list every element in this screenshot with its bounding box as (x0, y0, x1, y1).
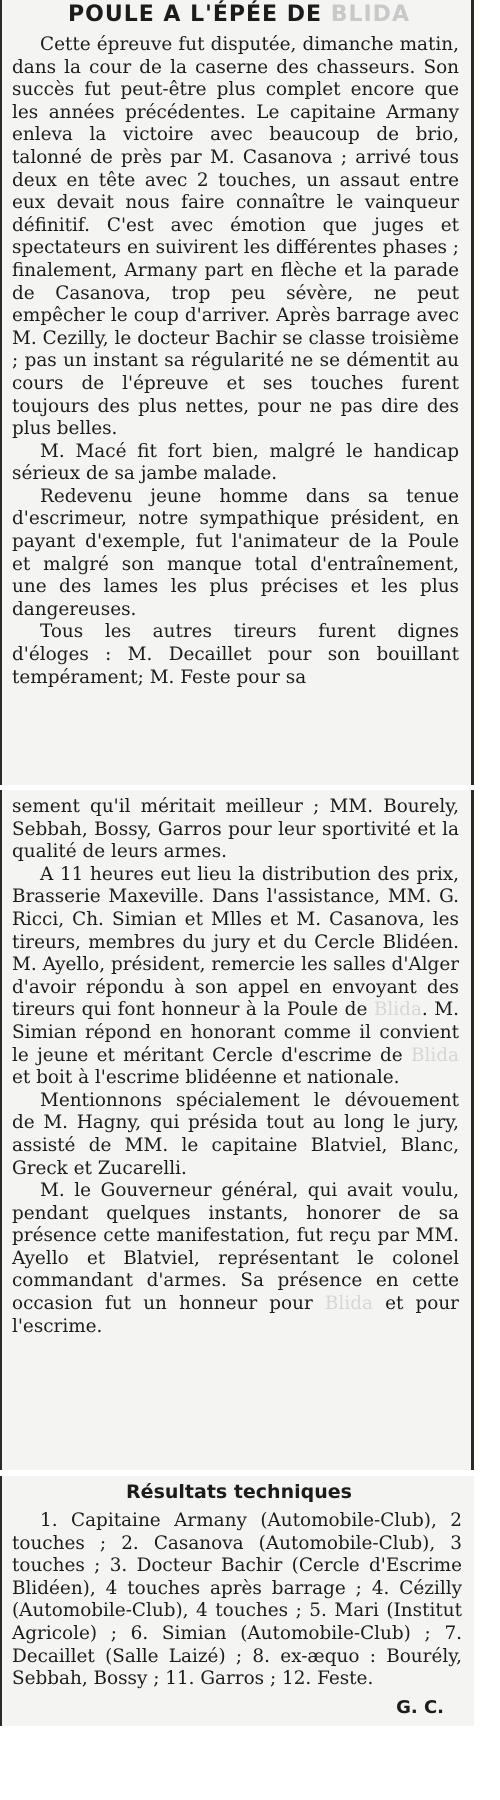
paragraph (12, 864, 459, 1090)
title-main: POULE A L'ÉPÉE DE (68, 2, 323, 27)
title-place: BLIDA (330, 2, 410, 27)
article-title (8, 2, 470, 28)
article-body-middle (12, 796, 459, 1338)
text-run: M. le Gouverneur général, qui avait voulu, pendant quelques instants, honorer de sa présence cette manifestation, fut reçu par MM. Ayello et Blatviel, représentant le colonel commandant d'armes. Sa présence en cette occasion fut un honneur pour (12, 1180, 459, 1315)
text-run: . M. Simian répond en honorant comme il convient le jeune et méritant Cercle d'escrime de (12, 999, 459, 1066)
paragraph: Redevenu jeune homme dans sa tenue d'escrimeur, notre sympathique président, en payant d'exemple, fut l'animateur de la Poule et malgré son manque total d'entraînement, une des lames les plus précises et les plus dangereuses. (12, 485, 459, 620)
place-name: Blida (373, 999, 422, 1021)
text-run: A 11 heures eut lieu la distribution des prix, Brasserie Maxeville. Dans l'assistance, MM. G. Ricci, Ch. Simian et Mlles et M. Casanova, les tireurs, membres du jury et du Cercle Blidéen. M. Ayello, président, remercie les salles d'Alger d'avoir répondu à son appel en envoyant des tireurs qui font honneur à la Poule de (12, 863, 459, 1021)
paragraph (12, 1180, 459, 1338)
results-column (0, 1476, 474, 1726)
text-run: et pour l'escrime. (12, 1293, 459, 1337)
place-name: Blida (324, 1293, 373, 1315)
paragraph: sement qu'il méritait meilleur ; MM. Bourely, Sebbah, Bossy, Garros pour leur sportivité et la qualité de leurs armes. (12, 796, 459, 863)
results-heading: Résultats techniques (126, 1481, 352, 1503)
text-run: et boit à l'escrime blidéenne et nationale. (12, 1067, 400, 1089)
author-signature: G. C. (396, 1697, 444, 1718)
paragraph: Cette épreuve fut disputée, dimanche matin, dans la cour de la caserne des chasseurs. Son succès fut peut-être plus complet encore que les années précédentes. Le capitaine Armany enleva la victoire avec beaucoup de brio, talonné de près par M. Casanova ; arrivé tous deux en tête avec 2 touches, un assaut entre eux devait nous faire connaître le vainqueur définitif. C'est avec émotion que juges et spectateurs en suivirent les différentes phases ; finalement, Armany part en flèche et la parade de Casanova, trop peu sévère, ne peut empêcher le coup d'arriver. Après barrage avec M. Cezilly, le docteur Bachir se classe troisième ; pas un instant sa régularité ne se démentit au cours de l'épreuve et ses touches furent toujours des plus nettes, pour ne pas dire des plus belles. (12, 34, 459, 440)
place-name: Blida (410, 1044, 459, 1066)
paragraph: Tous les autres tireurs furent dignes d'éloges : M. Decaillet pour son bouillant tempérament; M. Feste pour sa (12, 621, 459, 688)
article-column-middle (0, 790, 474, 1470)
paragraph: M. Macé fit fort bien, malgré le handicap sérieux de sa jambe malade. (12, 440, 459, 485)
paragraph: Mentionnons spécialement le dévouement de M. Hagny, qui présida tout au long le jury, assisté de MM. le capitaine Blatviel, Blanc, Greck et Zucarelli. (12, 1089, 459, 1179)
results-body (12, 1510, 462, 1691)
article-column-top (0, 0, 474, 785)
results-list: 1. Capitaine Armany (Automobile-Club), 2 touches ; 2. Casanova (Automobile-Club), 3 touches ; 3. Docteur Bachir (Cercle d'Escrime Blidéen), 4 touches après barrage ; 4. Cézilly (Automobile-Club), 4 touches ; 5. Mari (Institut Agricole) ; 6. Simian (Automobile-Club) ; 7. Decaillet (Salle Laizé) ; 8. ex-æquo : Bourély, Sebbah, Bossy ; 11. Garros ; 12. Feste. (12, 1510, 462, 1690)
article-body-top (12, 34, 459, 689)
